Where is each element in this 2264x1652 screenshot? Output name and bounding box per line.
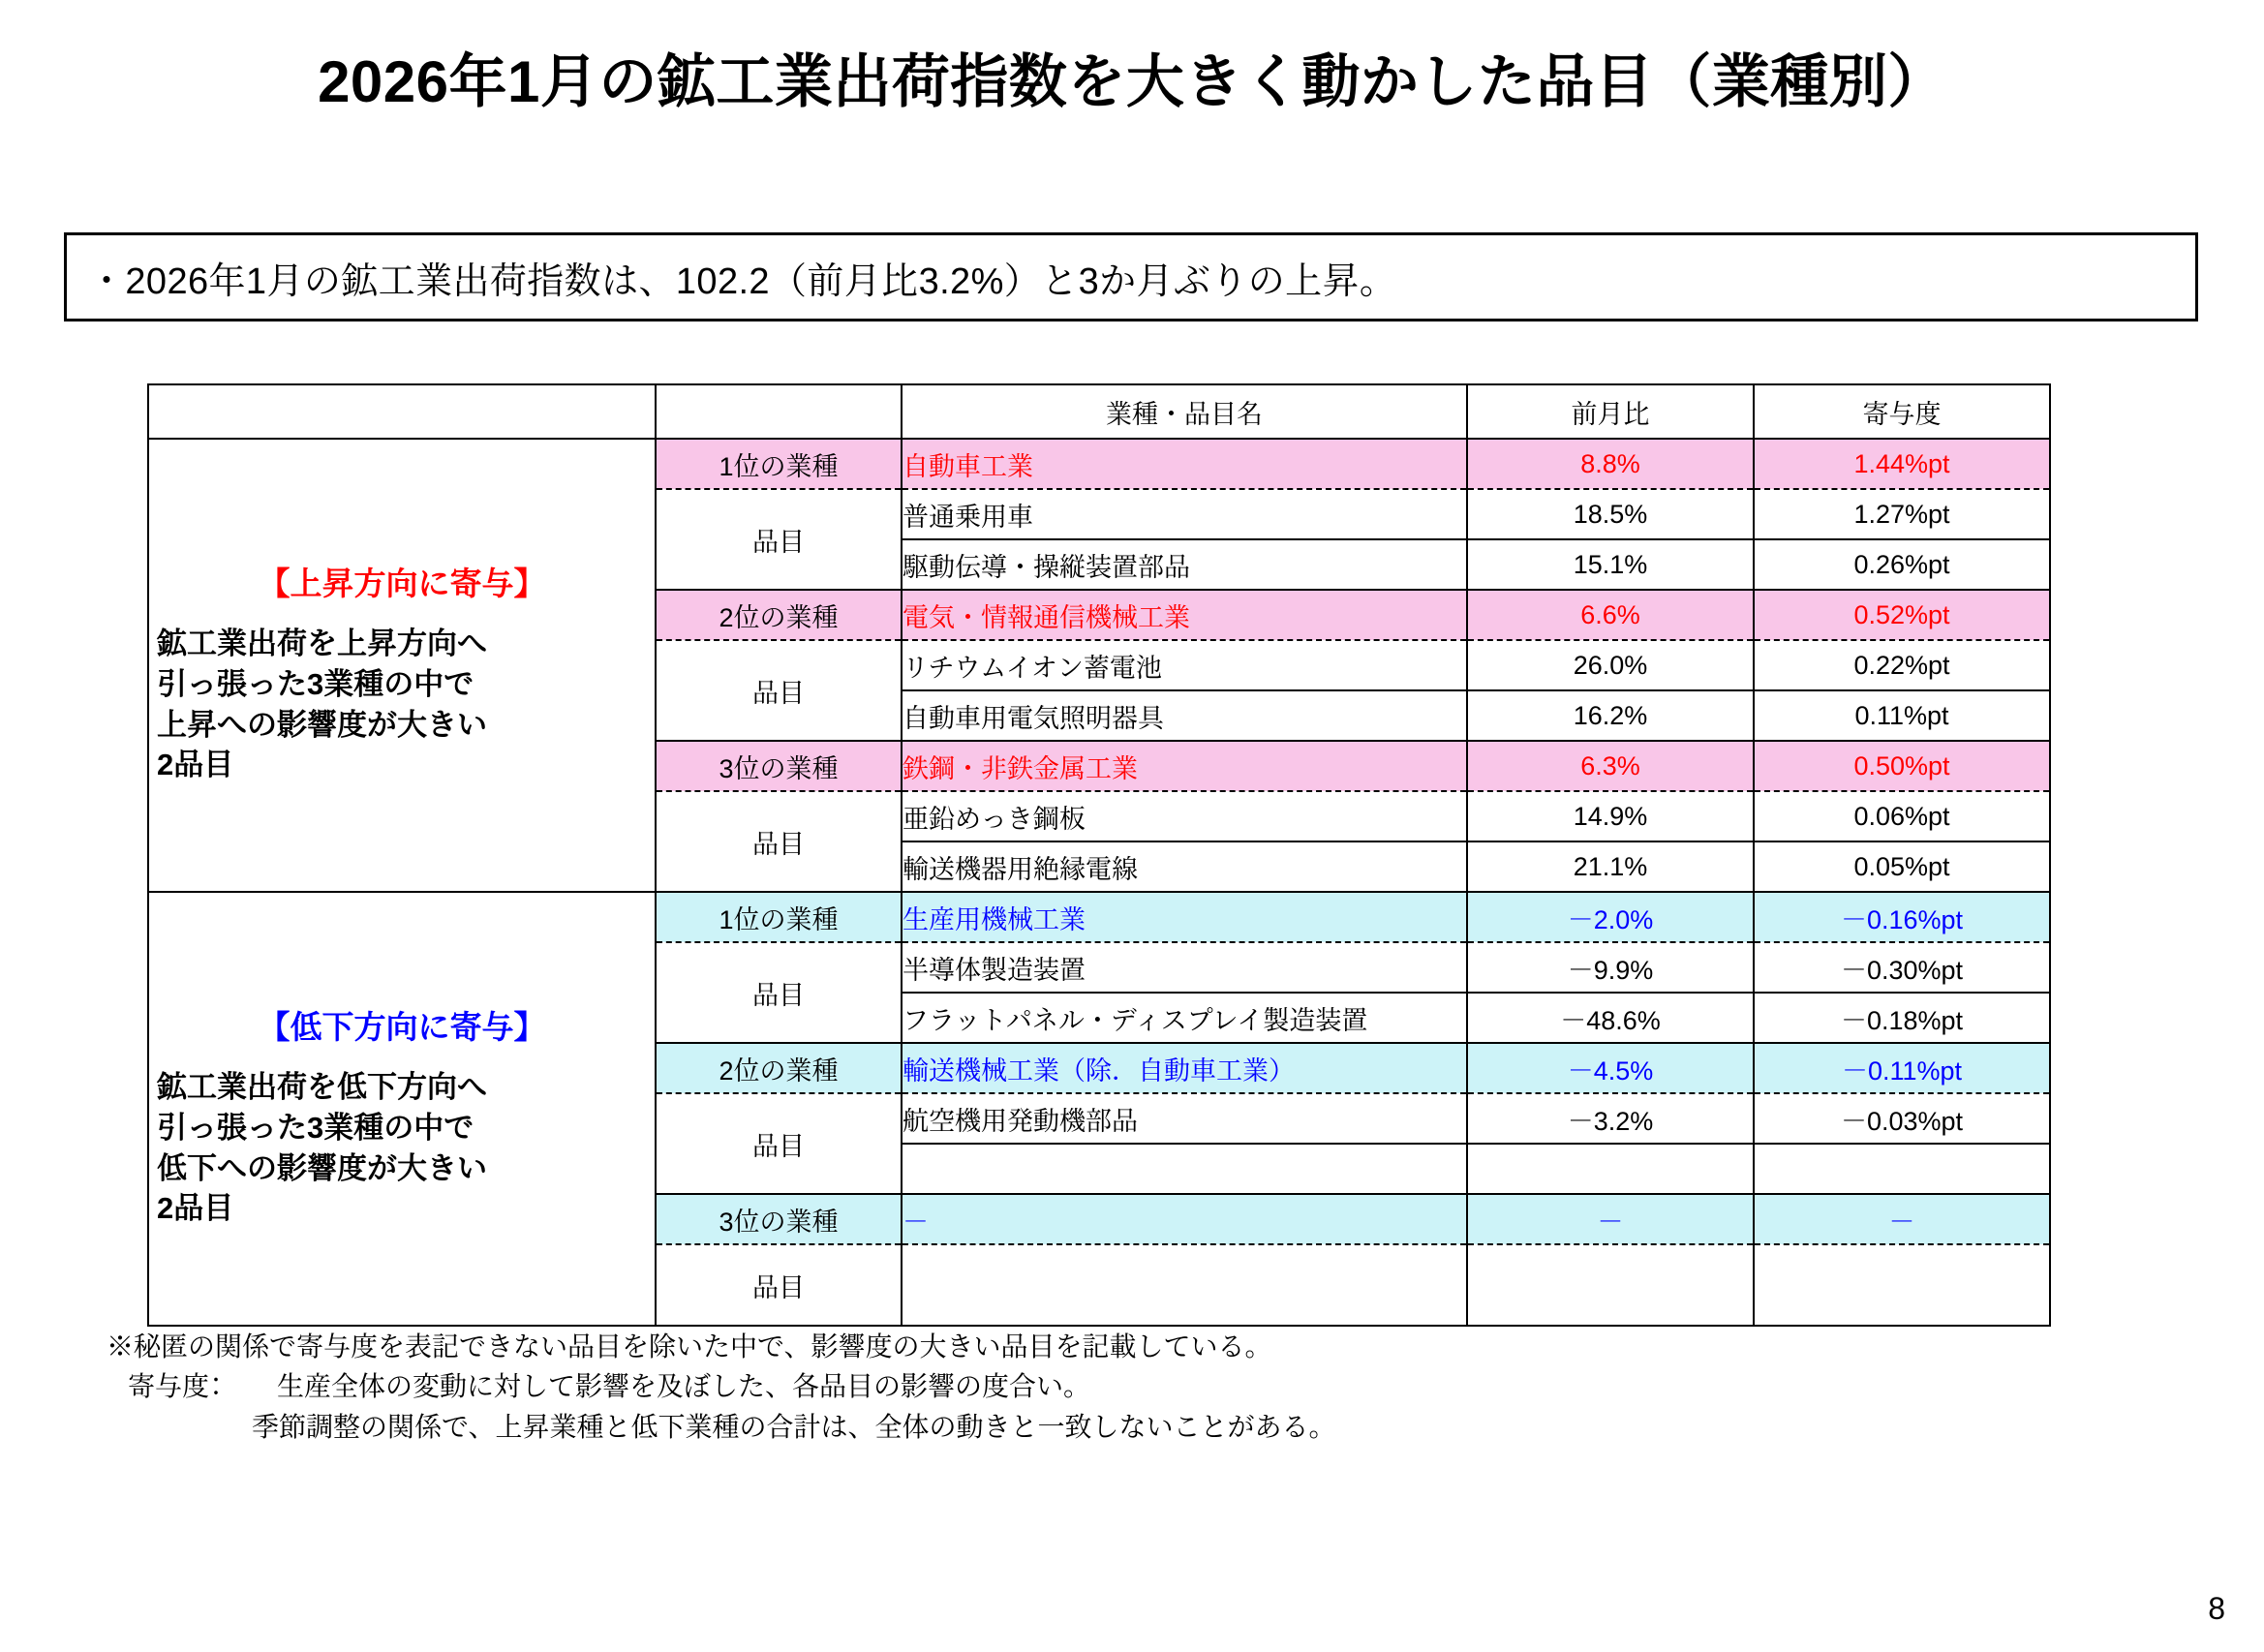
item-name-down-2-1: 航空機用発動機部品 xyxy=(902,1093,1467,1144)
header-contribution: 寄与度 xyxy=(1754,384,2050,439)
industry-mom-down-3: － xyxy=(1467,1194,1754,1244)
item-mom-up-1-1: 18.5% xyxy=(1467,489,1754,539)
item-name-up-3-1: 亜鉛めっき鋼板 xyxy=(902,791,1467,841)
item-contribution-up-2-1: 0.22%pt xyxy=(1754,640,2050,690)
item-mom-down-1-2: －48.6% xyxy=(1467,993,1754,1043)
item-name-down-3-1 xyxy=(902,1244,1467,1326)
item-contribution-up-1-1: 1.27%pt xyxy=(1754,489,2050,539)
table-header-row xyxy=(148,384,2050,439)
rank-label-down-2: 2位の業種 xyxy=(656,1043,902,1093)
industry-name-down-3: － xyxy=(902,1194,1467,1244)
rank-label-down-1: 1位の業種 xyxy=(656,892,902,942)
item-label-up-1: 品目 xyxy=(656,489,902,590)
item-label-up-3: 品目 xyxy=(656,791,902,892)
header-name: 業種・品目名 xyxy=(902,384,1467,439)
table-row xyxy=(148,439,2050,489)
rank-label-down-3: 3位の業種 xyxy=(656,1194,902,1244)
item-contribution-down-1-2: －0.18%pt xyxy=(1754,993,2050,1043)
page-number: 8 xyxy=(2208,1591,2225,1626)
lead-box xyxy=(64,232,2198,321)
industry-name-down-1: 生産用機械工業 xyxy=(902,892,1467,942)
header-blank-rank xyxy=(656,384,902,439)
item-mom-down-2-1: －3.2% xyxy=(1467,1093,1754,1144)
item-contribution-up-2-2: 0.11%pt xyxy=(1754,690,2050,741)
industry-mom-down-2: －4.5% xyxy=(1467,1043,1754,1093)
item-contribution-up-1-2: 0.26%pt xyxy=(1754,539,2050,590)
footnote-line-3: 季節調整の関係で、上昇業種と低下業種の合計は、全体の動きと一致しないことがある。 xyxy=(252,1411,1336,1442)
item-mom-up-3-1: 14.9% xyxy=(1467,791,1754,841)
item-name-down-2-2 xyxy=(902,1144,1467,1194)
industry-mom-up-3: 6.3% xyxy=(1467,741,1754,791)
industry-contribution-up-2: 0.52%pt xyxy=(1754,590,2050,640)
group-cell-down xyxy=(148,892,656,1326)
industry-name-up-1: 自動車工業 xyxy=(902,439,1467,489)
item-label-down-3: 品目 xyxy=(656,1244,902,1326)
page-title: 2026年1月の鉱工業出荷指数を大きく動かした品目（業種別） xyxy=(318,49,1946,114)
group-desc-down: 鉱工業出荷を低下方向へ 引っ張った3業種の中で 低下への影響度が大きい 2品目 xyxy=(157,1070,487,1226)
item-mom-down-2-2 xyxy=(1467,1144,1754,1194)
industry-mom-down-1: －2.0% xyxy=(1467,892,1754,942)
item-contribution-up-3-2: 0.05%pt xyxy=(1754,841,2050,892)
lead-text: ・2026年1月の鉱工業出荷指数は、102.2（前月比3.2%）と3か月ぶりの上昇。 xyxy=(88,260,1397,302)
industry-contribution-down-1: －0.16%pt xyxy=(1754,892,2050,942)
industry-name-down-2: 輸送機械工業（除．自動車工業） xyxy=(902,1043,1467,1093)
item-name-up-3-2: 輸送機器用絶縁電線 xyxy=(902,841,1467,892)
item-contribution-down-1-1: －0.30%pt xyxy=(1754,942,2050,993)
item-name-down-1-2: フラットパネル・ディスプレイ製造装置 xyxy=(902,993,1467,1043)
item-name-up-2-2: 自動車用電気照明器具 xyxy=(902,690,1467,741)
table-row xyxy=(148,892,2050,942)
item-label-up-2: 品目 xyxy=(656,640,902,741)
item-contribution-up-3-1: 0.06%pt xyxy=(1754,791,2050,841)
industry-name-up-2: 電気・情報通信機械工業 xyxy=(902,590,1467,640)
item-contribution-down-2-2 xyxy=(1754,1144,2050,1194)
item-name-up-2-1: リチウムイオン蓄電池 xyxy=(902,640,1467,690)
item-contribution-down-3-1 xyxy=(1754,1244,2050,1326)
industry-contribution-up-1: 1.44%pt xyxy=(1754,439,2050,489)
item-mom-down-3-1 xyxy=(1467,1244,1754,1326)
rank-label-up-1: 1位の業種 xyxy=(656,439,902,489)
industry-contribution-up-3: 0.50%pt xyxy=(1754,741,2050,791)
industry-contribution-down-2: －0.11%pt xyxy=(1754,1043,2050,1093)
item-name-up-1-2: 駆動伝導・操縦装置部品 xyxy=(902,539,1467,590)
group-desc-up: 鉱工業出荷を上昇方向へ 引っ張った3業種の中で 上昇への影響度が大きい 2品目 xyxy=(157,627,487,782)
contribution-table xyxy=(147,383,2051,1327)
footnote-line-2: 寄与度： 生産全体の変動に対して影響を及ぼした、各品目の影響の度合い。 xyxy=(128,1371,1091,1402)
rank-label-up-3: 3位の業種 xyxy=(656,741,902,791)
item-label-down-2: 品目 xyxy=(656,1093,902,1194)
group-title-up: 【上昇方向に寄与】 xyxy=(258,566,546,602)
item-name-down-1-1: 半導体製造装置 xyxy=(902,942,1467,993)
item-mom-up-2-1: 26.0% xyxy=(1467,640,1754,690)
footnotes xyxy=(107,1327,1335,1447)
rank-label-up-2: 2位の業種 xyxy=(656,590,902,640)
item-mom-down-1-1: －9.9% xyxy=(1467,942,1754,993)
contribution-table-wrap xyxy=(147,383,2049,1327)
header-mom: 前月比 xyxy=(1467,384,1754,439)
industry-contribution-down-3: － xyxy=(1754,1194,2050,1244)
header-blank-group xyxy=(148,384,656,439)
slide xyxy=(0,50,2264,1652)
item-mom-up-1-2: 15.1% xyxy=(1467,539,1754,590)
industry-mom-up-2: 6.6% xyxy=(1467,590,1754,640)
group-title-down: 【低下方向に寄与】 xyxy=(258,1009,546,1046)
item-name-up-1-1: 普通乗用車 xyxy=(902,489,1467,539)
industry-mom-up-1: 8.8% xyxy=(1467,439,1754,489)
item-contribution-down-2-1: －0.03%pt xyxy=(1754,1093,2050,1144)
group-cell-up xyxy=(148,439,656,892)
industry-name-up-3: 鉄鋼・非鉄金属工業 xyxy=(902,741,1467,791)
item-mom-up-3-2: 21.1% xyxy=(1467,841,1754,892)
item-mom-up-2-2: 16.2% xyxy=(1467,690,1754,741)
item-label-down-1: 品目 xyxy=(656,942,902,1043)
footnote-line-1: ※秘匿の関係で寄与度を表記できない品目を除いた中で、影響度の大きい品目を記載している。 xyxy=(107,1331,1272,1361)
